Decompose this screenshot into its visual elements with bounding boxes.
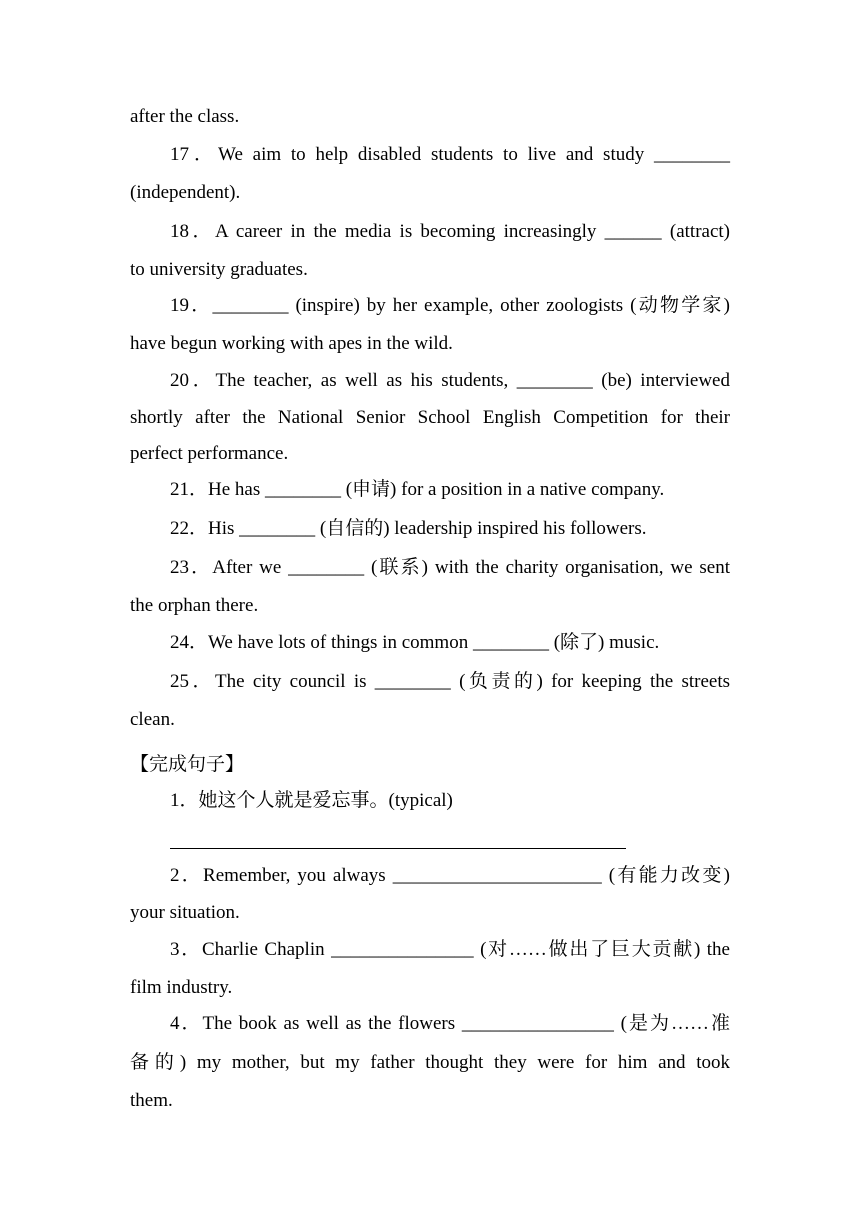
exercise-20-line-2: shortly after the National Senior School English Competition for their <box>130 407 730 428</box>
exercise-17-line-2: (independent). <box>130 182 241 203</box>
exercise-23-line-2: the orphan there. <box>130 595 259 616</box>
sentence-3-line-1: 3．Charlie Chaplin _______________ (对……做出了巨大贡献) the <box>170 939 730 960</box>
sentence-1-answer-line <box>170 848 626 849</box>
exercise-24-line-1: 24．We have lots of things in common ________ (除了) music. <box>170 632 660 653</box>
exercise-19-line-2: have begun working with apes in the wild. <box>130 333 453 354</box>
sentence-2-line-2: your situation. <box>130 902 240 923</box>
exercise-19-line-1: 19．________ (inspire) by her example, other zoologists (动物学家) <box>170 295 730 316</box>
exercise-17-line-1: 17．We aim to help disabled students to live and study ________ <box>170 144 730 165</box>
sentence-4-line-2: 备的) my mother, but my father thought they were for him and took <box>130 1052 730 1073</box>
exercise-23-line-1: 23．After we ________ (联系) with the charity organisation, we sent <box>170 557 730 578</box>
exercise-20-line-3: perfect performance. <box>130 443 289 464</box>
sentence-1-line-1: 1．她这个人就是爱忘事。(typical) <box>170 790 453 811</box>
exercise-25-line-1: 25．The city council is ________ (负责的) for keeping the streets <box>170 671 730 692</box>
continuation-text: after the class. <box>130 106 240 127</box>
exercise-22-line-1: 22．His ________ (自信的) leadership inspired his followers. <box>170 518 647 539</box>
section-title: 【完成句子】 <box>130 754 245 775</box>
sentence-4-line-3: them. <box>130 1090 173 1111</box>
exercise-20-line-1: 20．The teacher, as well as his students, ________ (be) interviewed <box>170 370 730 391</box>
sentence-3-line-2: film industry. <box>130 977 233 998</box>
sentence-4-line-1: 4．The book as well as the flowers ________________ (是为……准 <box>170 1013 730 1034</box>
exercise-25-line-2: clean. <box>130 709 175 730</box>
exercise-21-line-1: 21．He has ________ (申请) for a position in a native company. <box>170 479 665 500</box>
exercise-18-line-1: 18．A career in the media is becoming increasingly ______ (attract) <box>170 221 730 242</box>
sentence-2-line-1: 2．Remember, you always ______________________ (有能力改变) <box>170 865 730 886</box>
exercise-18-line-2: to university graduates. <box>130 259 308 280</box>
